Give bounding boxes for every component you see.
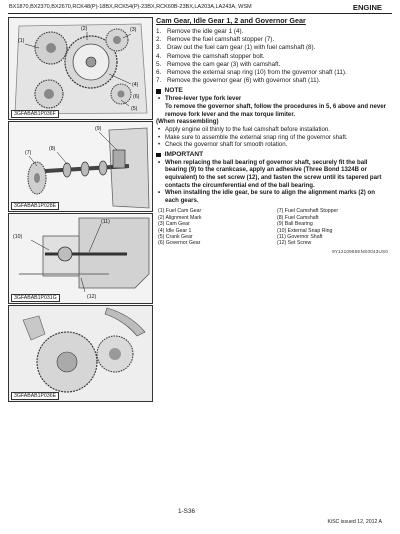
figure-governor-shaft — [8, 213, 153, 304]
legend-item: (12) Set Screw — [277, 240, 312, 247]
legend-item: (9) Ball Bearing — [277, 221, 313, 228]
fig1-callout-1: (1) — [18, 38, 25, 44]
note-bullet-4: • Check the governor shaft for smooth rotation. — [158, 141, 288, 149]
fig1-callout-6: (6) — [133, 94, 140, 100]
figure-label: 3GFABAB1P036E — [11, 392, 59, 400]
fig3-callout-12: (12) — [87, 294, 97, 300]
fig3-callout-10: (10) — [13, 234, 23, 240]
steps-list — [156, 28, 388, 85]
legend-item: (8) Fuel Camshaft — [277, 214, 319, 221]
fig3-callout-11: (11) — [101, 219, 110, 225]
header-rule — [8, 13, 392, 14]
step-item: 2. Remove the fuel camshaft stopper (7). — [156, 36, 275, 44]
legend-item: (4) Idle Gear 1 — [158, 227, 192, 234]
note-bullet-3: • Make sure to assemble the external snap ring of the governor shaft. — [158, 133, 348, 141]
fig1-callout-5: (5) — [131, 106, 138, 112]
note-heading: NOTE — [156, 87, 388, 95]
fig2-callout-9: (9) — [95, 126, 102, 132]
fig2-callout-7: (7) — [25, 150, 32, 156]
step-item: 3. Draw out the fuel cam gear (1) with fuel camshaft (8). — [156, 44, 316, 52]
fig1-callout-2: (2) — [81, 26, 88, 32]
procedure-content — [156, 16, 388, 254]
legend-item: (2) Alignment Mark — [158, 214, 202, 221]
important-heading: IMPORTANT — [156, 151, 388, 159]
legend-item: (7) Fuel Camshaft Stopper — [277, 208, 339, 215]
legend-item: (10) External Snap Ring — [277, 227, 333, 234]
step-item: 5. Remove the cam gear (3) with camshaft. — [156, 60, 281, 68]
square-bullet-icon — [156, 89, 161, 94]
figure-idle-gear-install — [8, 305, 153, 402]
figure-label: 3GFABAB1P028E — [11, 202, 59, 210]
parts-legend — [156, 208, 388, 246]
figure-label: 3GFABAB1P031G — [11, 294, 60, 302]
page-number: 1-S36 — [178, 508, 196, 515]
document-code: 9Y1210955ENS0043US0 — [332, 248, 388, 254]
legend-item: (6) Governor Gear — [158, 240, 201, 247]
step-item: 6. Remove the external snap ring (10) from the governor shaft (11). — [156, 69, 347, 77]
step-item: 7. Remove the governor gear (6) with governor shaft (11). — [156, 77, 321, 85]
note-bullet-1-body: To remove the governor shaft, follow the procedures in 5, 6 above and never remove fork lever and the max torque limiter. — [165, 103, 387, 118]
gear-train-illustration — [9, 18, 152, 119]
fig1-callout-3: (3) — [130, 27, 137, 33]
section-title: Cam Gear, Idle Gear 1, 2 and Governor Gear — [156, 16, 306, 25]
reassembling-label: (When reassembling) — [156, 118, 219, 126]
idle-gear-install-illustration — [9, 306, 152, 401]
square-bullet-icon — [156, 153, 161, 158]
figure-fuel-camshaft — [8, 121, 153, 212]
legend-item: (5) Crank Gear — [158, 233, 193, 240]
note-bullet-2: • Apply engine oil thinly to the fuel camshaft before installation. — [158, 126, 330, 133]
note-bullet-1: • Three-lever type fork lever — [158, 95, 242, 103]
governor-shaft-illustration — [9, 214, 152, 303]
step-item: 4. Remove the camshaft stopper bolt. — [156, 52, 265, 60]
legend-item: (3) Cam Gear — [158, 221, 190, 228]
legend-item: (1) Fuel Cam Gear — [158, 208, 202, 215]
fig1-callout-4: (4) — [132, 82, 139, 88]
fuel-camshaft-illustration — [9, 122, 152, 211]
fig2-callout-8: (8) — [49, 146, 56, 152]
legend-item: (11) Governor Shaft — [277, 233, 323, 240]
header-section: ENGINE — [352, 3, 382, 12]
step-item: 1. Remove the idle gear 1 (4). — [156, 28, 244, 35]
important-bullet-2: • When installing the idle gear, be sure to align the alignment marks (2) on each gears. — [158, 189, 375, 204]
important-bullet-1: • When replacing the ball bearing of governor shaft, securely fit the ball bearing (9) to the crankcase, apply an adhesive (Three Bond 1324B or equivalent) to the set screw (12), and fasten the screw until its tapered part contacts the circumferential end of the ball bearing. — [158, 158, 382, 189]
header-models: BX1870,BX2370,BX2670,RCK48(P)-18BX,RCK54(P)-23BX,RCK60B-23BX,LA203A,LA243A, WSM — [9, 4, 252, 10]
figure-label: 3GFABAB1P036F — [11, 110, 59, 118]
issue-info: KiSC issued 12, 2012 A — [327, 519, 382, 525]
figure-gears-front — [8, 17, 153, 120]
